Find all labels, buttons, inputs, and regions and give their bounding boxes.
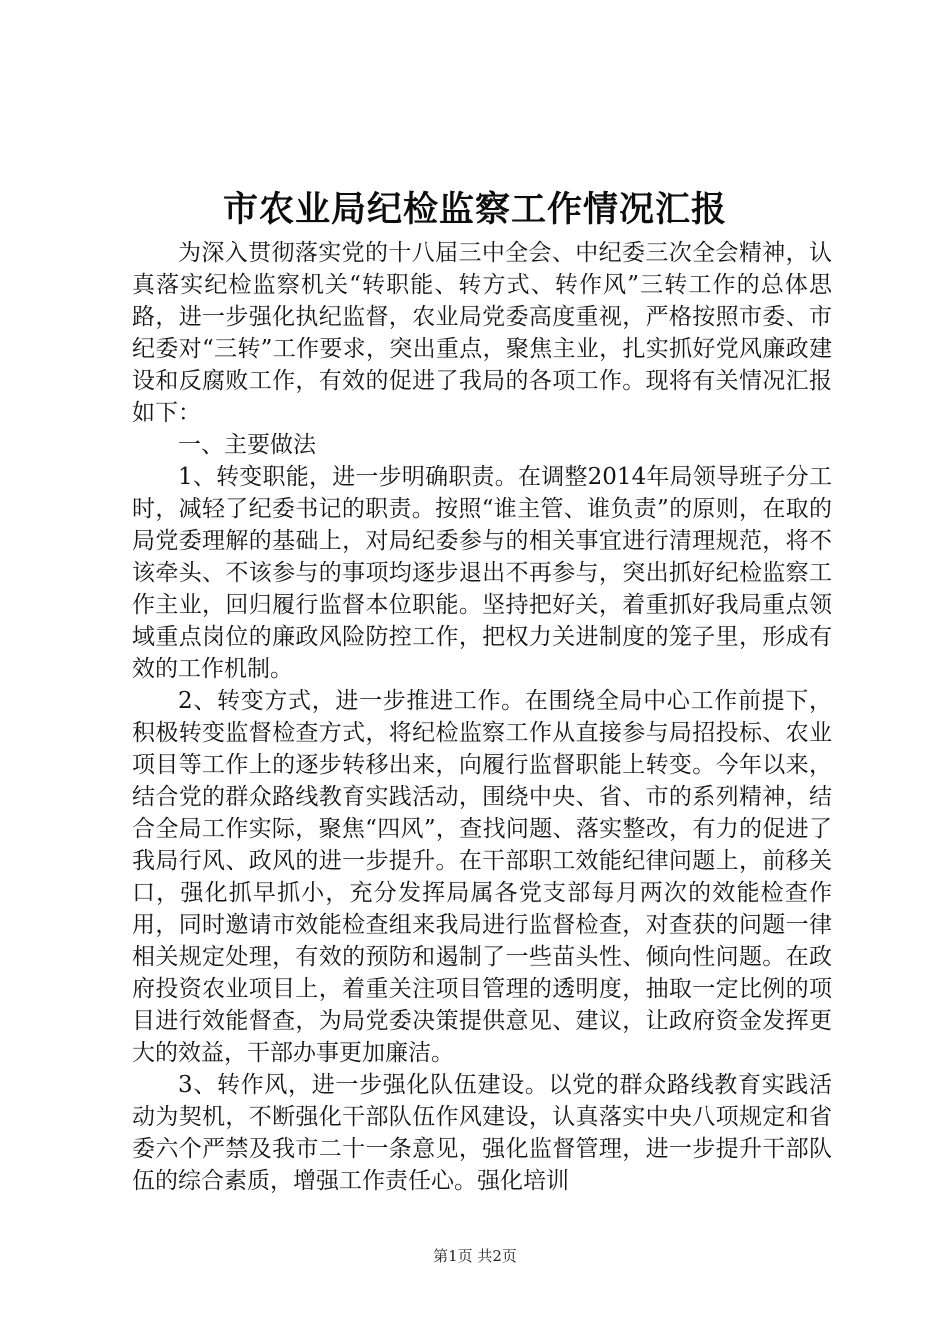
item-paragraph-2: 2、转变方式，进一步推进工作。在围绕全局中心工作前提下，积极转变监督检查方式，将纪检监察工作从直接参与局招投标、农业项目等工作上的逐步转移出来，向履行监督职能上转变。今年以来，结合党的群众路线教育实践活动，围绕中央、省、市的系列精神，结合全局工作实际，聚焦“四风”，查找问题、落实整改，有力的促进了我局行风、政风的进一步提升。在干部职工效能纪律问题上，前移关口，强化抓早抓小，充分发挥局属各党支部每月两次的效能检查作用，同时邀请市效能检查组来我局进行监督检查，对查获的问题一律相关规定处理，有效的预防和遏制了一些苗头性、倾向性问题。在政府投资农业项目上，着重关注项目管理的透明度，抽取一定比例的项目进行效能督查，为局党委决策提供意见、建议，让政府资金发挥更大的效益，干部办事更加廉洁。 [132, 688, 832, 1066]
document-body [132, 237, 832, 1197]
page-number-footer: 第1页 共2页 [433, 1247, 517, 1265]
intro-paragraph: 为深入贯彻落实党的十八届三中全会、中纪委三次全会精神，认真落实纪检监察机关“转职能、转方式、转作风”三转工作的总体思路，进一步强化执纪监督，农业局党委高度重视，严格按照市委、市纪委对“三转”工作要求，突出重点，聚焦主业，扎实抓好党风廉政建设和反腐败工作，有效的促进了我局的各项工作。现将有关情况汇报如下： [132, 240, 832, 426]
document-title: 市农业局纪检监察工作情况汇报 [222, 189, 727, 230]
item-paragraph-3: 3、转作风，进一步强化队伍建设。以党的群众路线教育实践活动为契机，不断强化干部队伍作风建设，认真落实中央八项规定和省委六个严禁及我市二十一条意见，强化监督管理，进一步提升干部队伍的综合素质，增强工作责任心。强化培训 [132, 1072, 832, 1194]
section-heading: 一、主要做法 [178, 432, 316, 458]
item-paragraph-1: 1、转变职能，进一步明确职责。在调整2014年局领导班子分工时，减轻了纪委书记的职责。按照“谁主管、谁负责”的原则，在取的局党委理解的基础上，对局纪委参与的相关事宜进行清理规范，将不该牵头、不该参与的事项均逐步退出不再参与，突出抓好纪检监察工作主业，回归履行监督本位职能。坚持把好关，着重抓好我局重点领域重点岗位的廉政风险防控工作，把权力关进制度的笼子里，形成有效的工作机制。 [132, 464, 832, 682]
